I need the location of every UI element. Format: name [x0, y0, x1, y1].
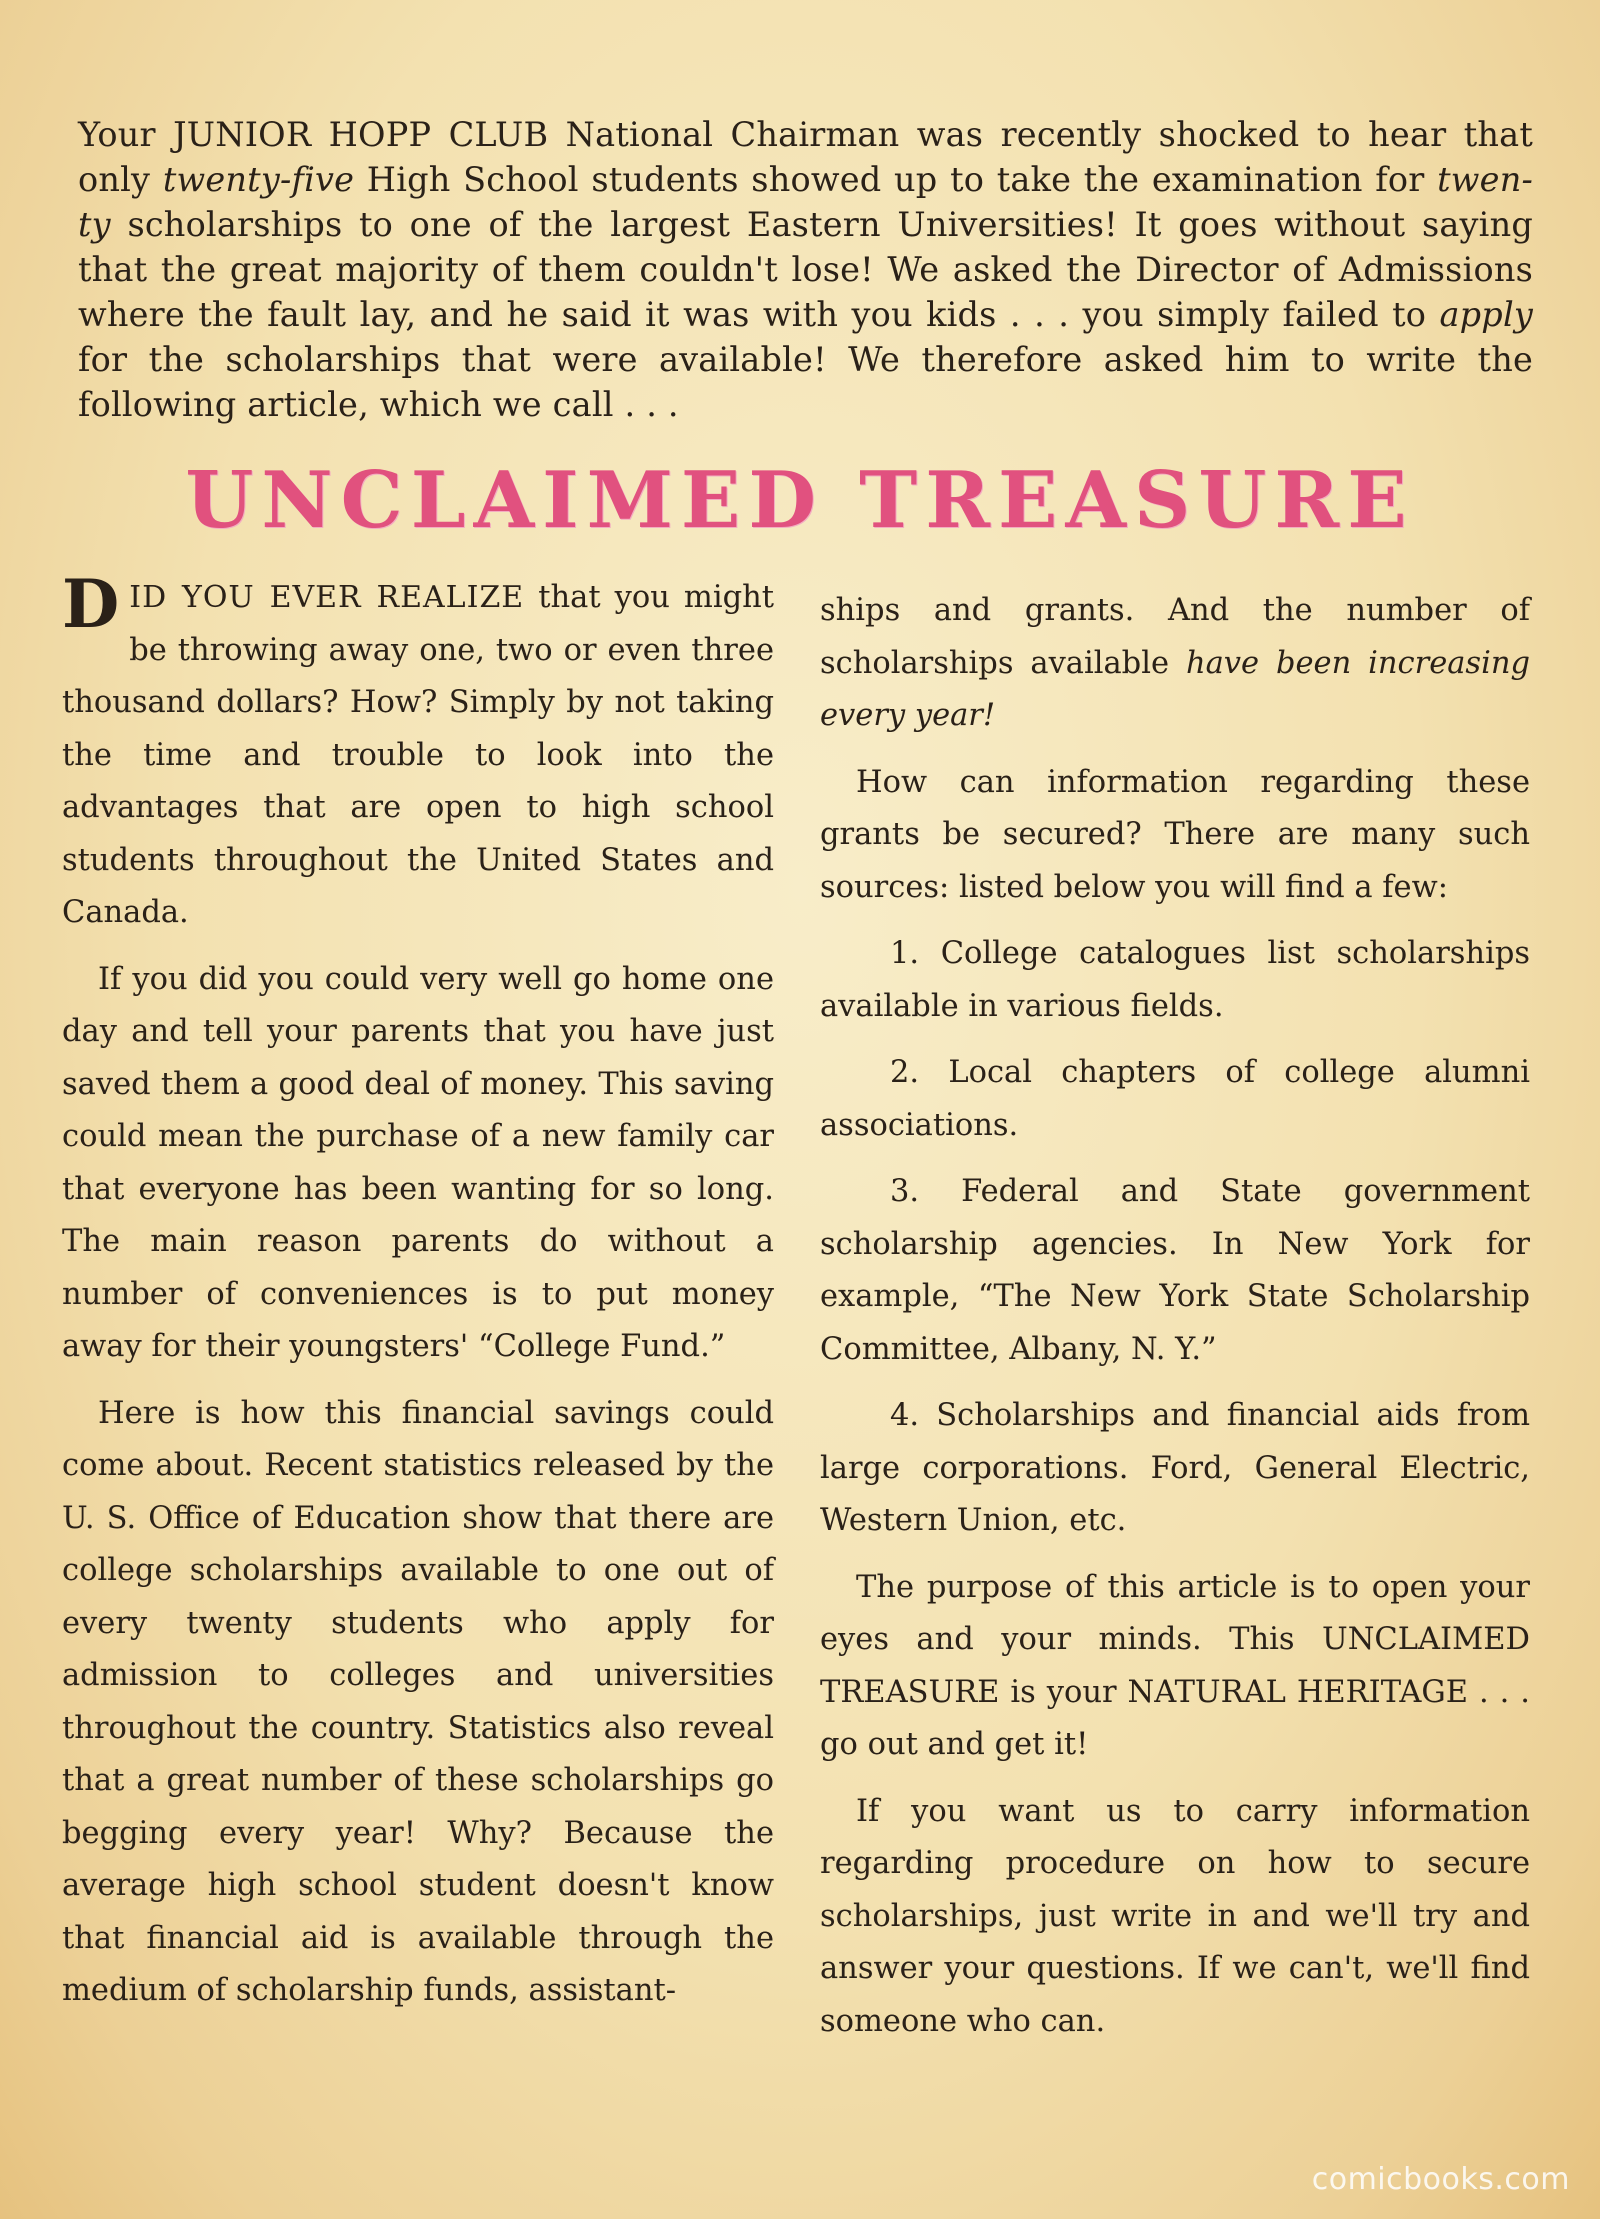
right-paragraph-3: The purpose of this article is to open your eyes and your minds. This UNCLAIMED TREASURE is your NATURAL HERITAGE . . . go out and get it!: [820, 1569, 1530, 1762]
left-paragraph-2: If you did you could very well go home one day and tell your parents that you have just saved them a good deal of money. This saving could mean the purchase of a new family car that everyone has been wanting for so long. The main reason parents do without a number of conveniences is to put money away for their youngsters' “College Fund.”: [62, 961, 774, 1364]
left-paragraph-1: [62, 565, 775, 940]
intro-text-2: High School students showed up to take the examination for: [354, 160, 1438, 199]
intro-text-3: scholarships to one of the largest Eastern Universities! It goes without saying that the great majority of them couldn't lose! We asked the Director of Admissions where the fault lay, and he said it was with you kids . . . you simply failed to: [78, 205, 1533, 334]
source-list-item: 3. Federal and State government scholarship agencies. In New York for example, “The New York State Scholarship Committee, Albany, N. Y.”: [820, 1174, 1530, 1367]
left-paragraph-3: Here is how this financial savings could come about. Recent statistics released by the U. S. Office of Education show that there are college scholarships available to one out of every twenty students who apply for admission to colleges and universities throughout the country. Statistics also reveal that a great number of these scholarships go begging every year! Why? Because the average high school student doesn't know that financial aid is available through the medium of scholarship funds, assistant-: [62, 1395, 774, 2008]
intro-text-1: Your JUNIOR HOPP CLUB National Chairman was recently shocked to hear that only: [78, 115, 1533, 199]
right-paragraph-4: If you want us to carry information regarding procedure on how to secure scholarships, just write in and we'll try and answer your questions. If we can't, we'll find someone who can.: [820, 1793, 1530, 2039]
right-paragraph-2: How can information regarding these grants be secured? There are many such sources: listed below you will find a few:: [820, 764, 1530, 905]
left-paragraph-1-text: that you might be throwing away one, two or even three thousand dollars? How? Simply by not taking the time and trouble to look into the advantages that are open to high school students throughout the United States and Canada.: [62, 580, 775, 930]
intro-emphasis-1: twenty-five: [162, 160, 355, 199]
source-list-item: 2. Local chapters of college alumni associations.: [820, 1055, 1530, 1143]
site-watermark: comicbooks.com: [1311, 2162, 1570, 2197]
lead-caps: ID YOU EVER REALIZE: [129, 580, 525, 615]
right-column: [820, 585, 1530, 2062]
source-list-item: 4. Scholarships and financial aids from large corporations. Ford, General Electric, Western Union, etc.: [820, 1398, 1530, 1538]
intro-paragraph: [78, 112, 1533, 427]
drop-cap: D: [62, 565, 120, 643]
intro-text-4: for the scholarships that were available! We therefore asked him to write the following article, which we call . . .: [78, 340, 1533, 424]
source-list-item: 1. College catalogues list scholarships available in various fields.: [820, 936, 1530, 1024]
article-headline: UNCLAIMED TREASURE: [185, 455, 1415, 546]
intro-emphasis-3: apply: [1439, 295, 1533, 334]
intro-emphasis-2: twen-ty: [78, 160, 1533, 244]
right-paragraph-1: [820, 585, 1530, 743]
right-paragraph-1-text: ships and grants. And the number of scholarships available: [820, 593, 1530, 681]
right-paragraph-1-emphasis: have been increasing every year!: [820, 645, 1530, 733]
left-column: [62, 565, 775, 2032]
